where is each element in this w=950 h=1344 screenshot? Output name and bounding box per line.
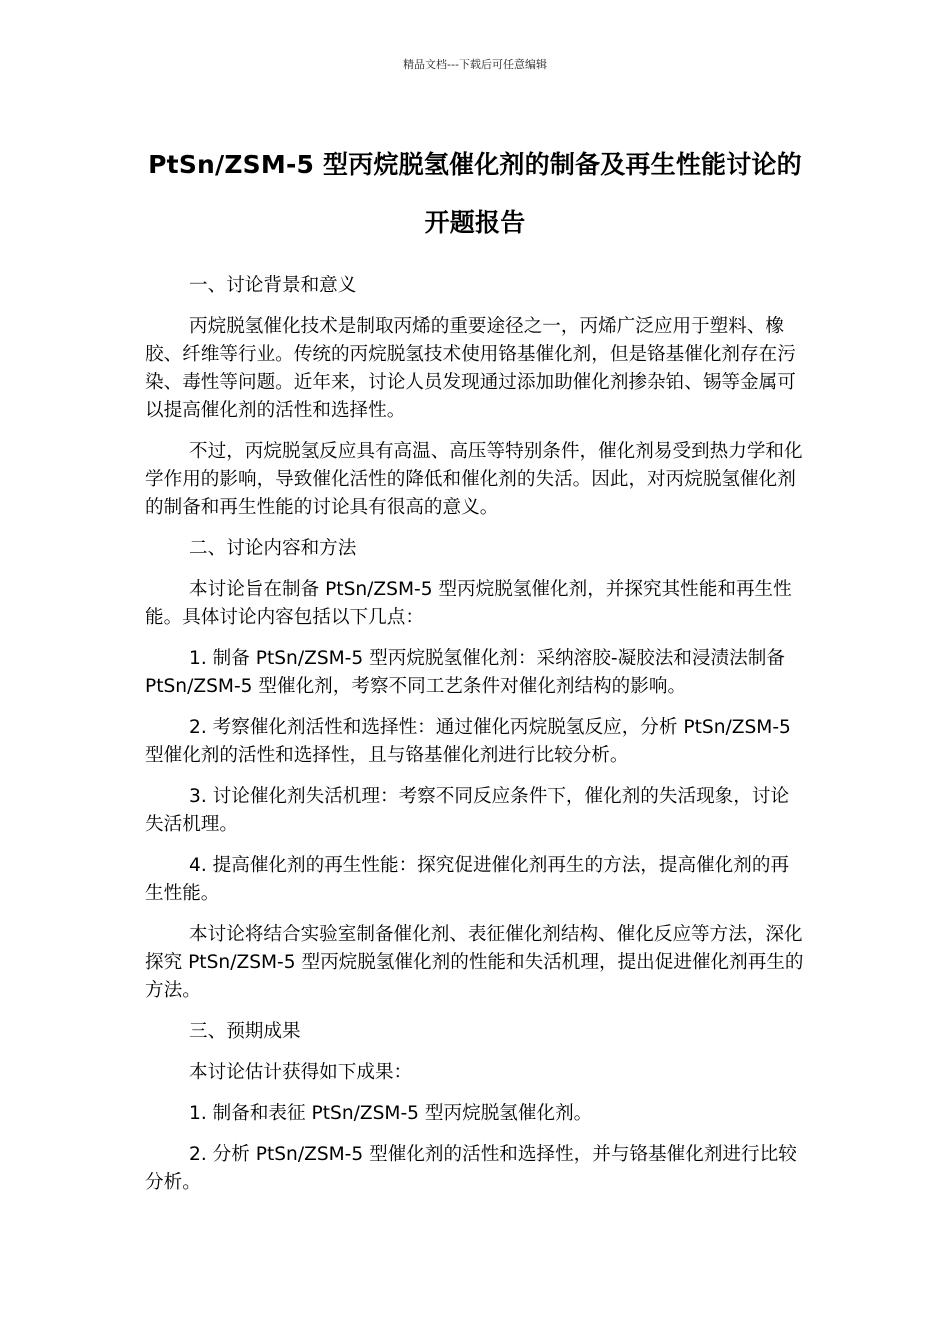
document-title: PtSn/ZSM-5 型丙烷脱氢催化剂的制备及再生性能讨论的开题报告 — [148, 150, 802, 237]
list-item-results-2: 2. 分析 PtSn/ZSM-5 型催化剂的活性和选择性，并与铬基催化剂进行比较分析。 — [145, 1144, 797, 1193]
section-heading-results: 三、预期成果 — [189, 1021, 301, 1042]
document-body — [145, 272, 805, 1210]
list-item-content-3: 3. 讨论催化剂失活机理：考察不同反应条件下，催化剂的失活现象，讨论失活机理。 — [145, 786, 790, 835]
header-note: 精品文档---下载后可任意编辑 — [403, 58, 547, 71]
paragraph-background-1: 丙烷脱氢催化技术是制取丙烯的重要途径之一，丙烯广泛应用于塑料、橡胶、纤维等行业。传统的丙烷脱氢技术使用铬基催化剂，但是铬基催化剂存在污染、毒性等问题。近年来，讨论人员发现通过添加助催化剂掺杂铂、锡等金属可以提高催化剂的活性和选择性。 — [145, 316, 796, 421]
paragraph-results-intro: 本讨论估计获得如下成果： — [189, 1062, 413, 1083]
paragraph-methods: 本讨论将结合实验室制备催化剂、表征催化剂结构、催化反应等方法，深化探究 PtSn/ZSM-5 型丙烷脱氢催化剂的性能和失活机理，提出促进催化剂再生的方法。 — [145, 924, 804, 1001]
list-item-content-2: 2. 考察催化剂活性和选择性：通过催化丙烷脱氢反应，分析 PtSn/ZSM-5 型催化剂的活性和选择性，且与铬基催化剂进行比较分析。 — [145, 717, 791, 766]
list-item-content-4: 4. 提高催化剂的再生性能：探究促进催化剂再生的方法，提高催化剂的再生性能。 — [145, 855, 790, 904]
paragraph-background-2: 不过，丙烷脱氢反应具有高温、高压等特别条件，催化剂易受到热力学和化学作用的影响，导致催化活性的降低和催化剂的失活。因此，对丙烷脱氢催化剂的制备和再生性能的讨论具有很高的意义。 — [145, 441, 803, 518]
section-heading-content: 二、讨论内容和方法 — [189, 538, 357, 559]
section-heading-background: 一、讨论背景和意义 — [189, 275, 357, 296]
paragraph-content-intro: 本讨论旨在制备 PtSn/ZSM-5 型丙烷脱氢催化剂，并探究其性能和再生性能。具体讨论内容包括以下几点： — [145, 579, 792, 628]
list-item-results-1: 1. 制备和表征 PtSn/ZSM-5 型丙烷脱氢催化剂。 — [189, 1103, 593, 1124]
list-item-content-1: 1. 制备 PtSn/ZSM-5 型丙烷脱氢催化剂：采纳溶胶-凝胶法和浸渍法制备 PtSn/ZSM-5 型催化剂，考察不同工艺条件对催化剂结构的影响。 — [145, 648, 785, 697]
